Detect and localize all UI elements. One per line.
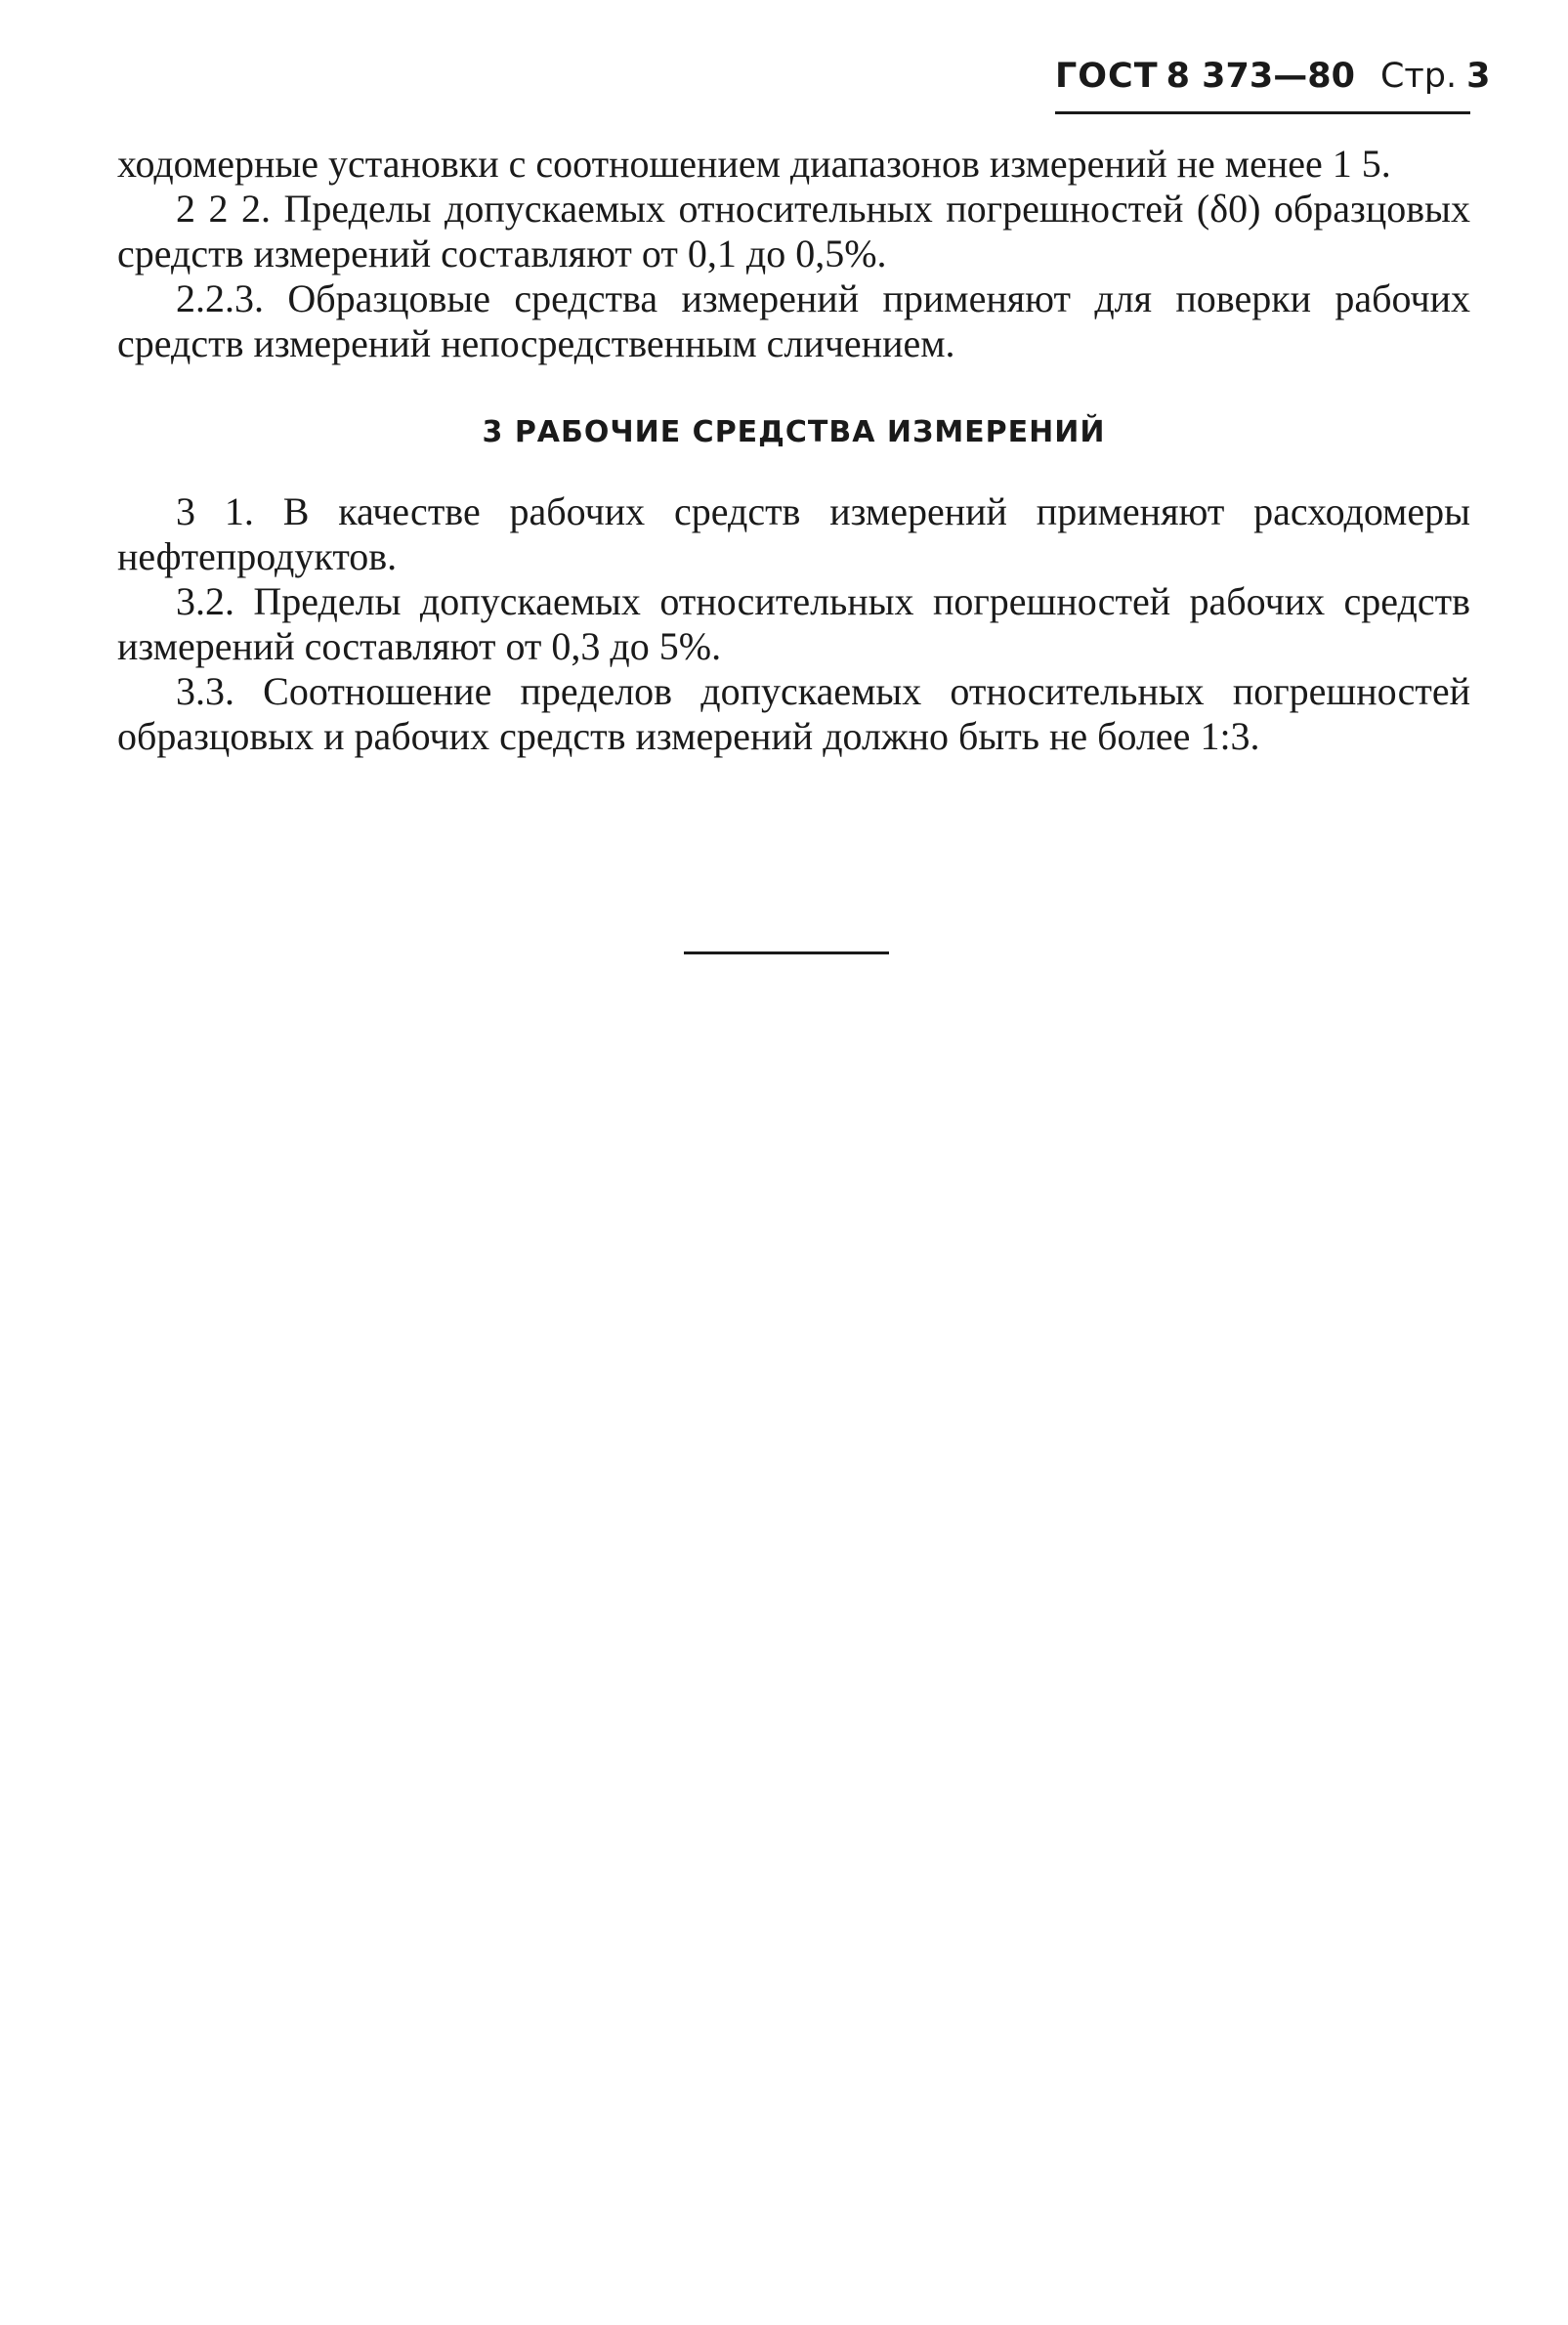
page-label: Стр. xyxy=(1379,57,1458,96)
page-number: 3 xyxy=(1466,57,1491,96)
document-body xyxy=(117,142,1470,759)
paragraph-3-2: 3.2. Пределы допускаемых относительных погрешностей рабочих средств измерений составляют от 0,3 до 5%. xyxy=(117,579,1470,668)
paragraph-2-2-3: 2.2.3. Образцовые средства измерений применяют для поверки рабочих средств измерений непосредственным сличением. xyxy=(117,276,1470,365)
paragraph-2-2-2: 2 2 2. Пределы допускаемых относительных погрешностей (δ0) образцовых средств измерений составляют от 0,1 до 0,5%. xyxy=(117,187,1470,275)
end-rule xyxy=(684,951,889,954)
standard-label: ГОСТ xyxy=(1055,57,1159,96)
paragraph-3-3: 3.3. Соотношение пределов допускаемых относительных погрешностей образцовых и рабочих средств измерений должно быть не более 1:3. xyxy=(117,669,1470,758)
section-heading: 3 РАБОЧИЕ СРЕДСТВА ИЗМЕРЕНИЙ xyxy=(482,415,1106,449)
page-header xyxy=(1055,57,1491,114)
paragraph-continuation: ходомерные установки с соотношением диапазонов измерений не менее 1 5. xyxy=(117,142,1391,186)
paragraph-3-1: 3 1. В качестве рабочих средств измерений применяют расходомеры нефтепродуктов. xyxy=(117,489,1470,578)
standard-number: 8 373—80 xyxy=(1165,57,1355,96)
